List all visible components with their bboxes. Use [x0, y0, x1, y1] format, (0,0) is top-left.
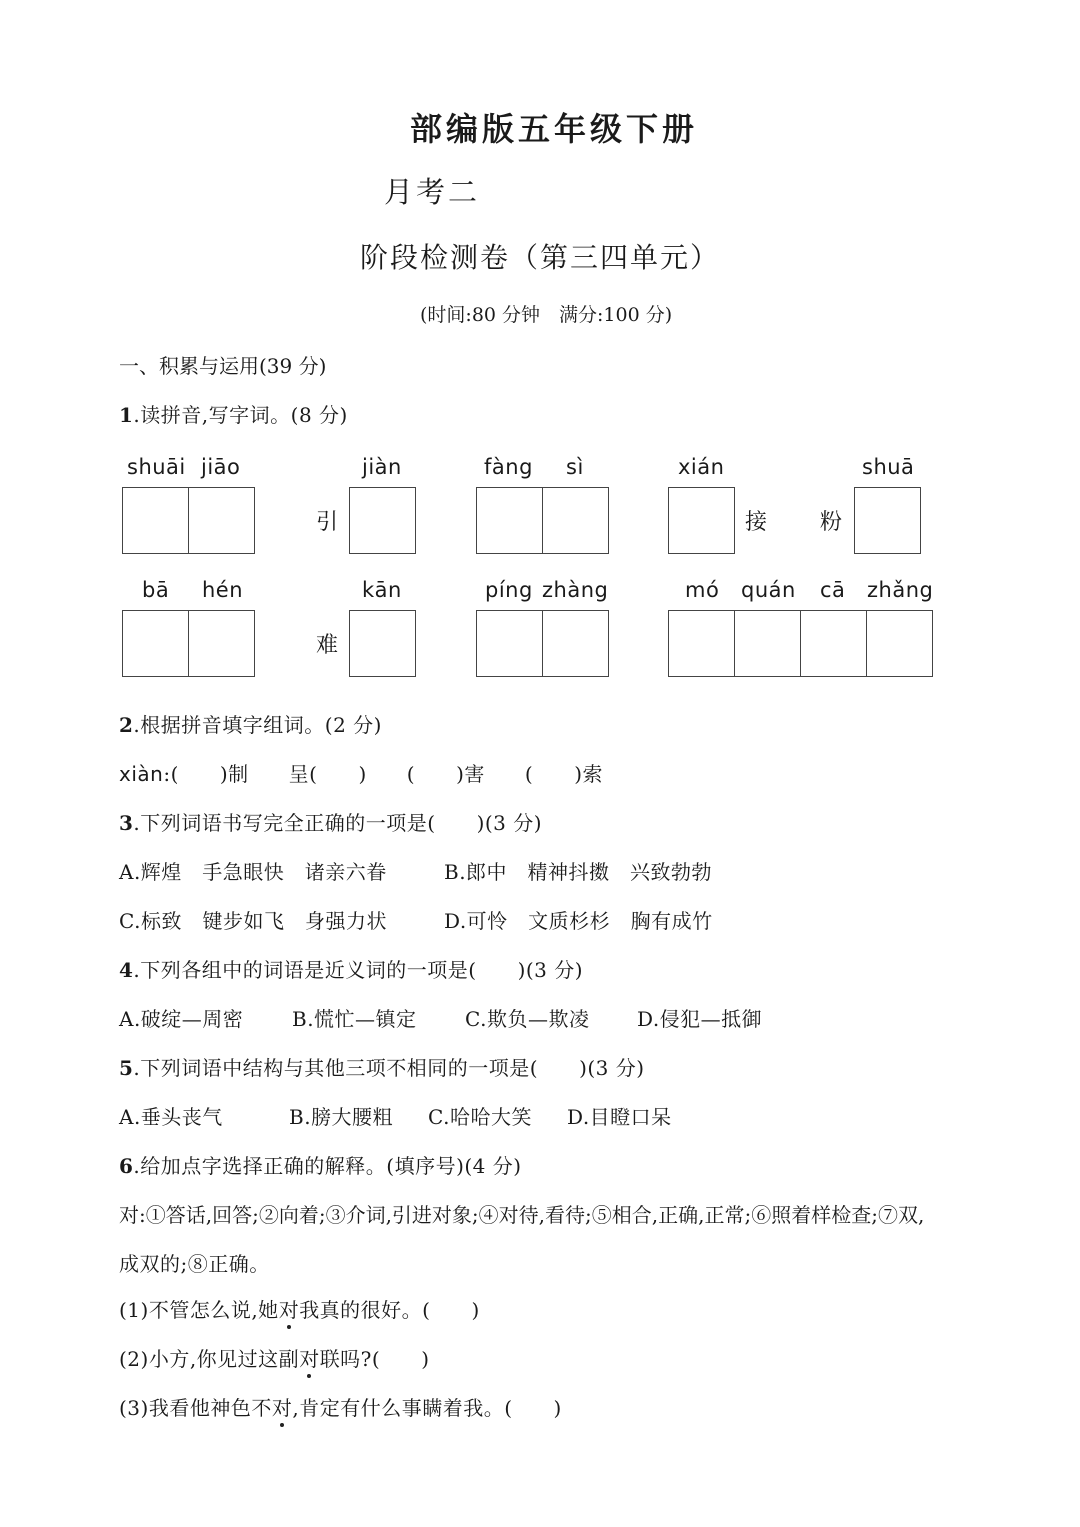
option-c[interactable]: C.标致 键步如飞 身强力状: [119, 909, 387, 933]
q2-answer-line: [119, 758, 603, 787]
blank-item[interactable]: ( )索: [524, 762, 603, 786]
answer-box[interactable]: [542, 610, 609, 677]
question-text: .下列词语中结构与其他三项不相同的一项是( )(3 分): [133, 1056, 645, 1080]
question-text: .读拼音,写字词。(8 分): [133, 403, 348, 427]
answer-box[interactable]: [122, 487, 189, 554]
given-character: 难: [316, 633, 339, 658]
given-character: 引: [316, 510, 339, 535]
dotted-character: 对: [272, 1392, 293, 1421]
pinyin-label: shuā: [862, 455, 915, 479]
pinyin-label: xiàn: [119, 762, 164, 786]
sentence-2: [119, 1343, 430, 1372]
answer-box[interactable]: [349, 487, 416, 554]
question-text: .下列词语书写完全正确的一项是( )(3 分): [133, 811, 543, 835]
page-title: 部编版五年级下册: [410, 110, 699, 148]
sentence-text: (2)小方,你见过这副: [119, 1347, 300, 1371]
option-b[interactable]: B.慌忙—镇定: [292, 1007, 417, 1031]
pinyin-label: zhǎng: [867, 578, 934, 602]
definition-line: 成双的;⑧正确。: [119, 1252, 270, 1276]
exam-info: (时间:80 分钟 满分:100 分): [420, 304, 673, 326]
answer-box[interactable]: [800, 610, 867, 677]
answer-box[interactable]: [668, 610, 735, 677]
given-character: 粉: [820, 510, 843, 535]
answer-box[interactable]: [188, 487, 255, 554]
question-text: .下列各组中的词语是近义词的一项是( )(3 分): [133, 958, 584, 982]
sentence-text[interactable]: 联吗?( ): [319, 1347, 430, 1371]
pinyin-label: mó: [685, 578, 720, 602]
pinyin-label: píng: [485, 578, 533, 602]
answer-box[interactable]: [188, 610, 255, 677]
question-4: [119, 954, 583, 983]
answer-box[interactable]: [734, 610, 801, 677]
pinyin-label: bā: [142, 578, 170, 602]
sentence-3: [119, 1392, 562, 1421]
answer-box[interactable]: [542, 487, 609, 554]
blank-item[interactable]: 呈( ): [288, 762, 367, 786]
answer-box[interactable]: [349, 610, 416, 677]
question-1: [119, 399, 348, 428]
question-number: 2: [119, 713, 134, 737]
question-6: [119, 1150, 522, 1179]
exam-name: 月考二: [384, 175, 481, 209]
pinyin-label: sì: [566, 455, 584, 479]
given-character: 接: [745, 510, 768, 535]
option-c[interactable]: C.欺负—欺凌: [465, 1007, 590, 1031]
answer-box[interactable]: [476, 487, 543, 554]
pinyin-label: quán: [741, 578, 796, 602]
question-number: 4: [119, 958, 134, 982]
question-text: .给加点字选择正确的解释。(填序号)(4 分): [133, 1154, 522, 1178]
question-number: 1: [119, 403, 134, 427]
sentence-text: (1)不管怎么说,她: [119, 1298, 279, 1322]
pinyin-label: fàng: [484, 455, 533, 479]
answer-box[interactable]: [866, 610, 933, 677]
option-b[interactable]: B.郎中 精神抖擞 兴致勃勃: [444, 860, 713, 884]
answer-box[interactable]: [122, 610, 189, 677]
option-a[interactable]: A.辉煌 手急眼快 诸亲六眷: [119, 860, 387, 884]
sentence-text[interactable]: ,肯定有什么事瞒着我。( ): [292, 1396, 562, 1420]
answer-box[interactable]: [476, 610, 543, 677]
question-number: 5: [119, 1056, 134, 1080]
pinyin-label: hén: [202, 578, 244, 602]
question-text: .根据拼音填字组词。(2 分): [133, 713, 382, 737]
option-a[interactable]: A.破绽—周密: [119, 1007, 244, 1031]
option-a[interactable]: A.垂头丧气: [119, 1105, 223, 1129]
pinyin-label: zhàng: [542, 578, 609, 602]
question-number: 3: [119, 811, 134, 835]
option-b[interactable]: B.膀大腰粗: [289, 1105, 394, 1129]
dotted-character: 对: [279, 1294, 300, 1323]
pinyin-label: jiāo: [201, 455, 241, 479]
answer-box[interactable]: [854, 487, 921, 554]
sentence-text: (3)我看他神色不: [119, 1396, 272, 1420]
pinyin-label: shuāi: [127, 455, 186, 479]
pinyin-label: kān: [362, 578, 402, 602]
definition-line: 对:①答话,回答;②向着;③介词,引进对象;④对待,看待;⑤相合,正确,正常;⑥照着样检查;⑦双,: [119, 1203, 925, 1227]
pinyin-label: xián: [678, 455, 725, 479]
sentence-text[interactable]: 我真的很好。( ): [299, 1298, 480, 1322]
question-3: [119, 807, 542, 836]
option-c[interactable]: C.哈哈大笑: [428, 1105, 532, 1129]
question-2: [119, 709, 382, 738]
blank-item[interactable]: ( )害: [406, 762, 485, 786]
sentence-1: [119, 1294, 480, 1323]
option-d[interactable]: D.目瞪口呆: [567, 1105, 672, 1129]
option-d[interactable]: D.可怜 文质杉杉 胸有成竹: [444, 909, 713, 933]
blank-item[interactable]: :( )制: [163, 762, 249, 786]
dotted-character: 对: [299, 1343, 320, 1372]
answer-box[interactable]: [668, 487, 735, 554]
pinyin-label: cā: [820, 578, 846, 602]
question-5: [119, 1052, 645, 1081]
question-number: 6: [119, 1154, 134, 1178]
pinyin-label: jiàn: [362, 455, 402, 479]
section-heading: 一、积累与运用(39 分): [119, 354, 327, 378]
option-d[interactable]: D.侵犯—抵御: [637, 1007, 763, 1031]
exam-subtitle: 阶段检测卷（第三四单元）: [360, 241, 721, 274]
